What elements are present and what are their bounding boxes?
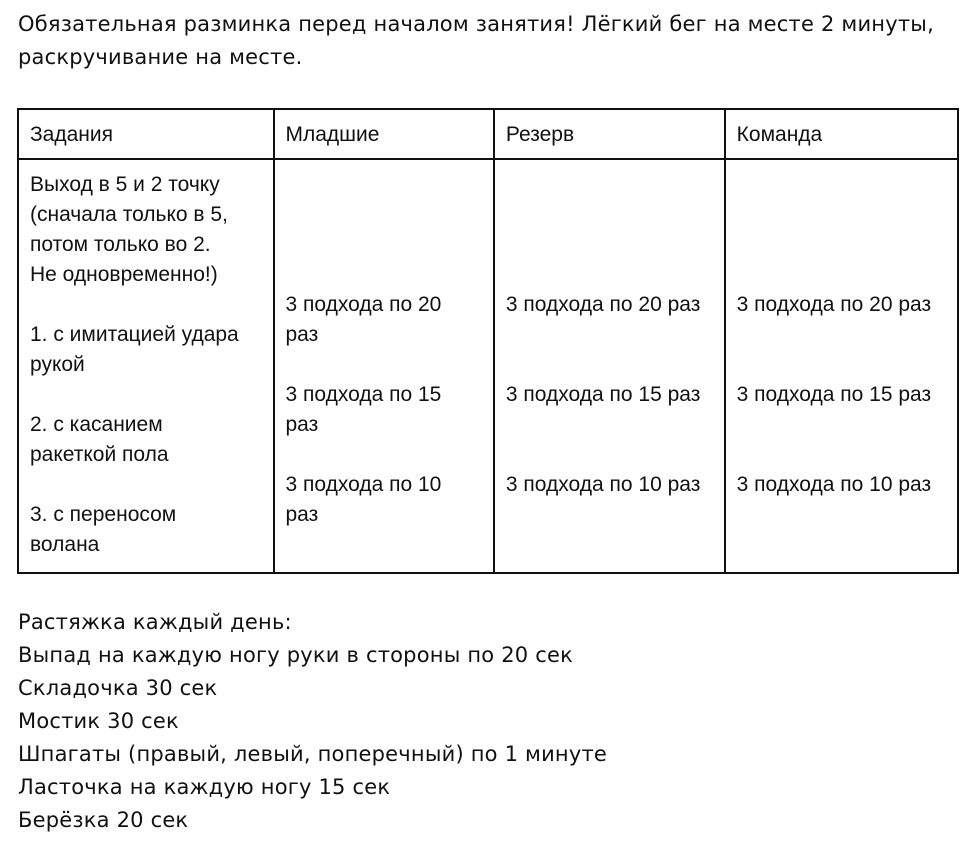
table-header-row xyxy=(18,109,958,159)
header-team: Команда xyxy=(725,109,958,159)
juniors-cell xyxy=(274,159,494,573)
cell-spacer xyxy=(737,170,949,290)
value-line: раз xyxy=(285,323,319,346)
task-intro-line: потом только во 2. xyxy=(30,233,211,256)
value-line: 3 подхода по 15 xyxy=(285,383,442,406)
list-item: Шпагаты (правый, левый, поперечный) по 1 минуте xyxy=(18,742,608,766)
reserve-value: 3 подхода по 20 раз xyxy=(505,293,701,316)
juniors-value xyxy=(286,470,485,530)
team-value: 3 подхода по 15 раз xyxy=(736,383,932,406)
intro-line-2: раскручивание на месте. xyxy=(18,45,303,69)
task-item xyxy=(30,500,265,560)
task-line: ракеткой пола xyxy=(30,443,169,466)
task-intro-line: Выход в 5 и 2 точку xyxy=(30,173,220,196)
header-tasks: Задания xyxy=(18,109,274,159)
juniors-value xyxy=(286,290,485,350)
team-value: 3 подхода по 20 раз xyxy=(736,293,932,316)
task-line: рукой xyxy=(30,353,85,376)
reserve-value: 3 подхода по 10 раз xyxy=(505,473,701,496)
task-intro-line: Не одновременно!) xyxy=(30,263,218,286)
value-line: раз xyxy=(285,413,319,436)
task-line: 2. с касанием xyxy=(30,413,163,436)
task-intro-line: (сначала только в 5, xyxy=(30,203,228,226)
cell-spacer xyxy=(286,170,485,290)
task-item xyxy=(30,410,265,470)
value-line: раз xyxy=(285,503,319,526)
stretching-heading: Растяжка каждый день: xyxy=(18,610,292,634)
task-line: волана xyxy=(30,533,100,556)
list-item: Складочка 30 сек xyxy=(18,676,218,700)
list-item: Ласточка на каждую ногу 15 сек xyxy=(18,775,391,799)
list-item: Мостик 30 сек xyxy=(18,709,179,733)
cell-spacer xyxy=(506,170,716,290)
task-item xyxy=(30,320,265,380)
stretching-section xyxy=(18,606,958,837)
intro-line-1: Обязательная разминка перед началом занятия! Лёгкий бег на месте 2 минуты, xyxy=(18,12,934,36)
value-line: 3 подхода по 10 xyxy=(285,473,442,496)
list-item: Выпад на каждую ногу руки в стороны по 20 сек xyxy=(18,643,573,667)
task-line: 3. с переносом xyxy=(30,503,177,526)
list-item: Берёзка 20 сек xyxy=(18,808,189,832)
table-row xyxy=(18,159,958,573)
team-value: 3 подхода по 10 раз xyxy=(736,473,932,496)
reserve-cell xyxy=(494,159,725,573)
exercise-table xyxy=(17,108,959,574)
juniors-value xyxy=(286,380,485,440)
reserve-value: 3 подхода по 15 раз xyxy=(505,383,701,406)
warmup-intro xyxy=(18,8,963,74)
tasks-cell xyxy=(18,159,274,573)
team-cell xyxy=(725,159,958,573)
header-reserve: Резерв xyxy=(494,109,725,159)
header-juniors: Младшие xyxy=(274,109,494,159)
task-line: 1. с имитацией удара xyxy=(30,323,239,346)
value-line: 3 подхода по 20 xyxy=(285,293,442,316)
task-intro xyxy=(30,170,265,290)
